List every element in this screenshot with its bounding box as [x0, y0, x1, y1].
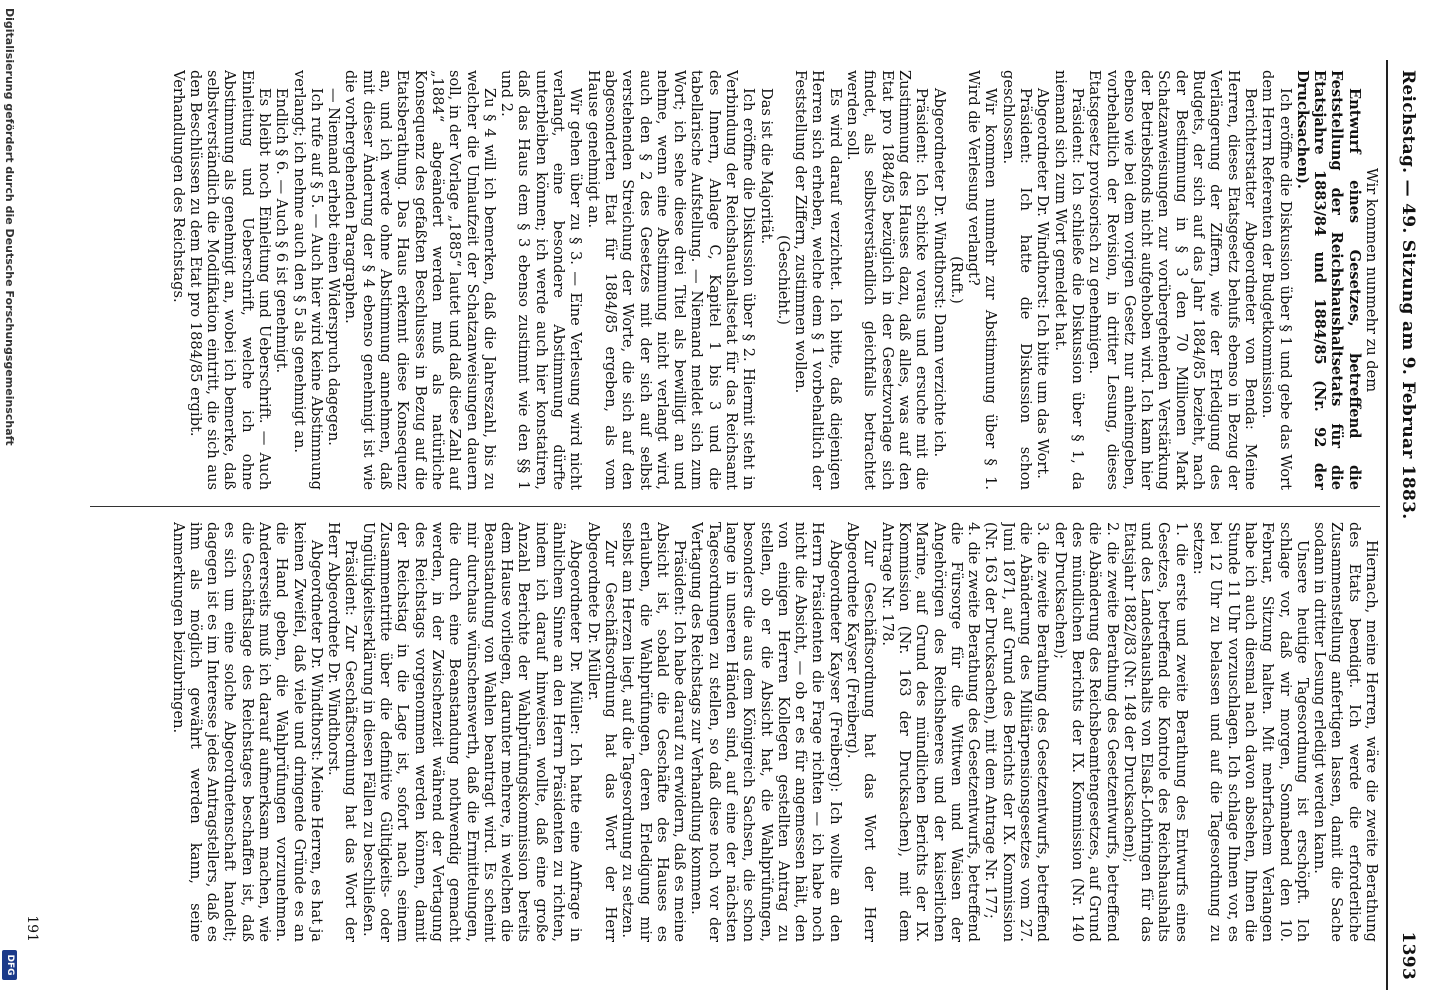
- credit-text: Digitalisierung gefördert durch die Deutsche Forschungsgemeinschaft: [3, 8, 16, 446]
- page-header: [1392, 70, 1418, 980]
- paragraph: Abgeordneter Dr. Müller: Ich hatte eine Anfrage in ähnlichem Sinne an den Herrn Präsidenten zu richten, indem ich darauf hinweisen wollte, daß eine große Anzahl Berichte der Wahlprüfungskommission bereits dem Hause vorliegen, darunter mehrere, in welchen die Beanstandung von Wahlen beantragt wird. Es scheint mir durchaus wünschenswerth, daß die Ermittelungen, die durch eine Beanstandung nothwendig gemacht werden, in der Zwischenzeit während der Vertagung des Reichstags vorgenommen werden können, damit der Reichstag in die Lage ist, sofort nach seinem Zusammentritte über die definitive Gültigkeits- oder Ungültigkeitserklärung in diesen Fällen zu beschließen.: [359, 522, 585, 942]
- paragraph: Präsident: Zur Geschäftsordnung hat das Wort der Herr Abgeordnete Dr. Windthorst.: [325, 522, 360, 942]
- paragraph: Unsere heutige Tagesordnung ist erschöpft. Ich schlage vor, daß wir morgen, Sonnabend den 10. Februar, Sitzung halten. Mit mehrfachem Verlangen habe ich auch diesmal nach davon absehen, Ihnen die Stunde 11 Uhr vorzuschlagen. Ich schlage Ihnen vor, es bei 12 Uhr zu belassen und auf die Tagesordnung zu setzen:: [1190, 522, 1311, 942]
- credit-strip: [0, 0, 18, 1000]
- paragraph: Abgeordneter Dr. Windthorst: Ich bitte um das Wort.: [1034, 88, 1052, 479]
- paragraph: (Ruft.): [947, 256, 965, 304]
- paragraph: Wir kommen nunmehr zu dem: [1363, 167, 1380, 393]
- paragraph: Es bleibt noch Einleitung und Ueberschrift. — Auch Einleitung und Ueberschrift, welche ich ohne Abstimmung als genehmigt an, wobei ich bemerke, daß selbstverständlich die Modifikation eintritt, die sich aus den Beschlüssen zu dem Etat pro 1884/85 ergibt.: [186, 70, 273, 490]
- paragraph: Ich eröffne die Diskussion über § 2. Hiermit steht in Verbindung der Reichshaushaltsetat für das Reichsamt des Innern, Anlage C, Kapitel 1 bis 3 und die tabellarische Aufstellung. — Niemand meldet sich zum Wort; ich sehe diese drei Titel als bewilligt an und nehme, wenn eine Abstimmung nicht verlangt wird, auch den § 2 des Gesetzes mit der sich auf selbst verstehenden Streichung der Worte, die sich auf den abgesonderten Etat für 1884/85 ergeben, als vom Hause genehmigt an.: [584, 70, 758, 490]
- paragraph: Das ist die Majorität.: [757, 88, 775, 245]
- paragraph: Ich eröffne die Diskussion über § 1 und gebe das Wort dem Herrn Referenten der Budgetkommission.: [1259, 70, 1294, 490]
- dfg-logo: DFG: [2, 950, 17, 980]
- header-rule: [1386, 60, 1388, 990]
- paragraph: Es wird darauf verzichtet. Ich bitte, daß diejenigen Herren sich erheben, welche dem § 1 vorbehaltlich der Feststellung der Ziffern, zustimmen wollen.: [792, 70, 844, 490]
- paragraph: Abgeordneter Dr. Windthorst: Dann verzichte ich.: [930, 88, 948, 458]
- left-column: [90, 70, 1380, 490]
- paragraph: Wir kommen nunmehr zur Abstimmung über § 1. Wird die Verlesung verlangt?: [965, 70, 1000, 490]
- paragraph: Zur Geschäftsordnung hat das Wort der Herr Abgeordnete Kayser (Freiberg).: [844, 522, 879, 942]
- paragraph: Entwurf eines Gesetzes, betreffend die Feststellung der Reichshaushaltsetats für die Etatsjahre 1883/84 und 1884/85 (Nr. 92 der Drucksachen).: [1293, 70, 1363, 490]
- paragraph: (Geschieht.): [774, 235, 792, 325]
- paragraph: 1. die erste und zweite Berathung des Entwurfs eines Gesetzes, betreffend die Kontrole des Reichshaushalts und des Landeshaushalts von Elsaß-Lothringen für das Etatsjahr 1882/83 (Nr. 148 der Drucksachen);: [1120, 522, 1190, 942]
- paragraph: Präsident: Ich hatte die Diskussion schon geschlossen.: [999, 70, 1035, 490]
- paragraph: 3. die zweite Berathung des Gesetzentwurfs, betreffend die Abänderung des Militärpensionsgesetzes vom 27. Juni 1871, auf Grund des Berichts der IX. Kommission (Nr. 163 der Drucksachen), mit dem Antrage Nr. 177;: [982, 522, 1052, 942]
- page-number: 1393: [1398, 931, 1418, 980]
- paragraph: Präsident: Ich schicke voraus und ersuche mit die Zustimmung des Hauses dazu, daß alles, was auf den Etat pro 1884/85 bezüglich in der Gesetzvorlage sich findet, als selbstverständlich gleichfalls betrachtet werden soll.: [844, 70, 931, 490]
- paragraph: Präsident: Ich schließe die Diskussion über § 1, da niemand sich zum Wort gemeldet hat.: [1051, 70, 1086, 490]
- paragraph: Wir gehen über zu § 3. — Eine Verlesung wird nicht verlangt, eine besondere Abstimmung dürfte unterbleiben können; ich werde auch hier konstatiren, daß das Haus dem § 3 ebenso zustimmt wie den §§ 1 und 2.: [498, 70, 585, 490]
- paragraph: — Niemand erhebt einen Widerspruch dagegen.: [325, 88, 343, 446]
- paragraph: Endlich § 6. — Auch § 6 ist genehmigt.: [273, 88, 291, 374]
- column-rule: [90, 506, 1380, 507]
- paragraph: Verhandlungen des Reichstags.: [169, 70, 187, 303]
- paragraph: 4. die zweite Berathung des Gesetzentwurfs, betreffend die Fürsorge für die Wittwen und Waisen der Angehörigen des Reichsheeres und der kaiserlichen Marine, auf Grund des mündlichen Berichts der IX. Kommission (Nr. 163 der Drucksachen), mit dem Antrage Nr. 178.: [878, 522, 983, 942]
- right-column: [90, 522, 1380, 942]
- paragraph: Abgeordneter Kayser (Freiberg): Ich wollte an den Herrn Präsidenten die Frage richten — ich habe noch nicht die Absicht, — ob er es für angemessen hält, den von einigen Herren Kollegen gestellten Antrag zu stellen, ob er die Absicht hat, die Wahlprüfungen, besonders die aus dem Königreich Sachsen, die schon lange in unseren Händen sind, auf eine der nächsten Tagesordnungen zu stellen, so daß diese noch vor der Vertagung des Reichstags zur Verhandlung kommen.: [688, 522, 844, 942]
- paragraph: Präsident: Ich habe darauf zu erwidern, daß es meine Absicht ist, sobald die Geschäfte des Hauses es erlauben, die Wahlprüfungen, deren Erledigung mir selbst am Herzen liegt, auf die Tagesordnung zu setzen.: [619, 522, 689, 942]
- paragraph: Zur Geschäftsordnung hat das Wort der Herr Abgeordnete Dr. Müller.: [584, 522, 619, 942]
- signature-mark: 191: [24, 915, 40, 942]
- paragraph: 2. die zweite Berathung des Gesetzentwurfs, betreffend die Abänderung des Reichsbeamtengesetzes, auf Grund des mündlichen Berichts der IX. Kommission (Nr. 140 der Drucksachen);: [1051, 522, 1121, 942]
- paragraph: Abgeordneter Dr. Windthorst: Meine Herren, es hat ja keinen Zweifel, daß viele und dringende Gründe es an die Hand geben, die Wahlprüfungen vorzunehmen. Andererseits muß ich darauf aufmerksam machen, wie die Geschäftslage des Reichstages beschaffen ist, daß es sich um eine solche Abgeordnetenschaft handelt; dagegen ist es im Interesse jedes Antragstellers, daß es ihm als möglich gewährt werden kann, seine Anmerkungen beizubringen.: [169, 522, 325, 942]
- paragraph: Berichterstatter Abgeordneter von Benda: Meine Herren, dieses Etatsgesetz behufs ebenso in Bezug der Verlängerung der Ziffern, wie der Erledigung des Budgets, der sich auf das Jahr 1884/85 bezieht, nach der Bestimmung in § 3 den 70 Millionen Mark Schatzanweisungen zur vorübergehenden Verstärkung der Betriebsfonds nicht aufgehoben wird. Ich kann hier ebenso wie bei dem vorigen Gesetz nur anheimgeben, vorbehaltlich der Revision, in dritter Lesung, dieses Etatsgesetz provisorisch zu genehmigen.: [1086, 70, 1259, 490]
- paragraph: Ich rufe auf § 5. — Auch hier wird keine Abstimmung verlangt; ich nehme auch den § 5 als genehmigt an.: [290, 70, 325, 490]
- paragraph: Hiernach, meine Herren, wäre die zweite Berathung des Etats beendigt. Ich werde die erforderliche Zusammenstellung anfertigen lassen, damit die Sache sodann in dritter Lesung erledigt werden kann.: [1311, 522, 1380, 942]
- paragraph: Zu § 4 will ich bemerken, daß die Jahreszahl, bis zu welcher die Umlaufzeit der Schatzanweisungen dauern soll, in der Vorlage „1885“ lautet und daß diese Zahl auf „1884“ abgeändert werden muß als natürliche Konsequenz des gefaßten Beschlusses in Bezug auf die Etatsberathung. Das Haus erkennt diese Konsequenz an, und ich werde ohne Abstimmung annehmen, daß mit dieser Änderung der § 4 ebenso genehmigt ist wie die vorhergehenden Paragraphen.: [342, 70, 498, 490]
- running-head: Reichstag. — 49. Sitzung am 9. Februar 1883.: [1398, 70, 1418, 520]
